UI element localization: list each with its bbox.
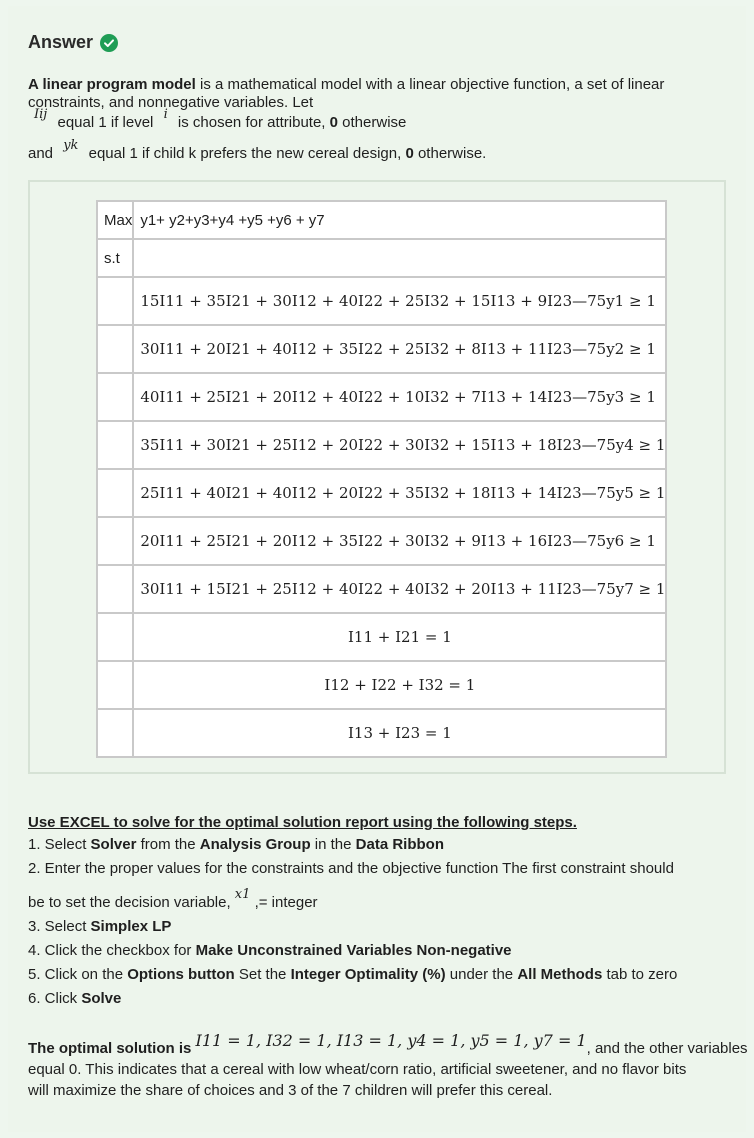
step-6 <box>28 990 121 1007</box>
row-label-cell <box>97 277 133 325</box>
step-4-text-b: Make Unconstrained Variables Non-negative <box>195 942 512 959</box>
step-1-text-a: 1. Select <box>28 836 91 853</box>
st-label: s.t <box>97 239 133 277</box>
constraint-2: 30I11 + 20I21 + 40I12 + 35I22 + 25I32 + 8I13 + 11I23—75y2 ≥ 1 <box>133 325 666 373</box>
step-2-line-2 <box>28 887 318 911</box>
row-label-cell <box>97 565 133 613</box>
row-label-cell <box>97 421 133 469</box>
row-label-cell <box>97 373 133 421</box>
var-x1: x1 <box>234 887 251 902</box>
step-4 <box>28 942 512 959</box>
check-circle-icon <box>100 34 118 52</box>
answer-title: Answer <box>28 32 94 52</box>
step-1-text-f: Data Ribbon <box>355 836 444 853</box>
max-label: Max <box>97 201 133 239</box>
constraint-5: 25I11 + 40I21 + 40I12 + 20I22 + 35I32 + 18I13 + 14I23—75y5 ≥ 1 <box>133 469 666 517</box>
constraint-4: 35I11 + 30I21 + 25I12 + 20I22 + 30I32 + 15I13 + 18I23—75y4 ≥ 1 <box>133 421 666 469</box>
intro-text-1: is a mathematical model with a linear objective function, a set of linear constraints, and nonnegative variables. Let <box>28 76 665 111</box>
var-i: i <box>163 107 168 122</box>
table-row <box>97 613 666 661</box>
intro-line-3 <box>28 136 728 173</box>
conclusion-line-2: equal 0. This indicates that a cereal with low wheat/corn ratio, artificial sweetener, and no flavor bits <box>28 1061 687 1078</box>
step-5-text-d: Integer Optimality (%) <box>290 966 446 983</box>
conclusion-text-1: , and the other variables <box>586 1040 748 1057</box>
table-row-objective <box>97 201 666 239</box>
table-row <box>97 661 666 709</box>
table-row <box>97 373 666 421</box>
table-row-st <box>97 239 666 277</box>
step-5-text-e: under the <box>445 966 518 983</box>
optimal-solution-formula: I11 = 1, I32 = 1, I13 = 1, y4 = 1, y5 = 1, y7 = 1 <box>195 1031 587 1050</box>
step-1-text-b: Solver <box>90 836 137 853</box>
intro-zero-2: 0 <box>405 145 414 162</box>
step-3-text-b: Simplex LP <box>90 918 172 935</box>
step-2-line-1: 2. Enter the proper values for the constraints and the objective function The first constraint should <box>28 860 674 877</box>
row-label-cell <box>97 709 133 757</box>
st-empty-cell <box>133 239 666 277</box>
conclusion-line-3: will maximize the share of choices and 3 of the 7 children will prefer this cereal. <box>28 1082 553 1099</box>
step-5-text-a: 5. Click on the <box>28 966 128 983</box>
constraint-1: 15I11 + 35I21 + 30I12 + 40I22 + 25I32 + 15I13 + 9I23—75y1 ≥ 1 <box>133 277 666 325</box>
table-row <box>97 325 666 373</box>
step-6-text-a: 6. Click <box>28 990 82 1007</box>
intro-text-2: equal 1 if level <box>53 114 158 131</box>
step-2-text-c: ,= integer <box>250 894 318 911</box>
intro-text-7: otherwise. <box>413 145 487 162</box>
intro-text-6: equal 1 if child k prefers the new cereal design, <box>84 145 406 162</box>
table-row <box>97 709 666 757</box>
table-row <box>97 277 666 325</box>
table-row <box>97 517 666 565</box>
step-4-text-a: 4. Click the checkbox for <box>28 942 196 959</box>
intro-text-5: and <box>28 145 58 162</box>
answer-card <box>8 6 746 1132</box>
row-label-cell <box>97 517 133 565</box>
step-1 <box>28 836 444 853</box>
row-label-cell <box>97 469 133 517</box>
step-5-text-b: Options button <box>127 966 235 983</box>
step-6-text-b: Solve <box>81 990 122 1007</box>
table-row <box>97 421 666 469</box>
row-label-cell <box>97 661 133 709</box>
conclusion <box>28 1031 748 1099</box>
intro-zero-1: 0 <box>329 114 338 131</box>
var-yk: yk <box>63 138 79 153</box>
equality-1: I11 + I21 = 1 <box>133 613 666 661</box>
row-label-cell <box>97 613 133 661</box>
step-2-text-b: be to set the decision variable, <box>28 894 235 911</box>
equality-3: I13 + I23 = 1 <box>133 709 666 757</box>
objective-cell: y1+ y2+y3+y4 +y5 +y6 + y7 <box>133 201 666 239</box>
var-iij: Iij <box>34 107 48 122</box>
step-1-text-d: Analysis Group <box>199 836 311 853</box>
row-label-cell <box>97 325 133 373</box>
answer-header <box>28 32 118 53</box>
step-5-text-c: Set the <box>234 966 291 983</box>
table-row <box>97 565 666 613</box>
constraint-3: 40I11 + 25I21 + 20I12 + 40I22 + 10I32 + 7I13 + 14I23—75y3 ≥ 1 <box>133 373 666 421</box>
step-5 <box>28 966 677 983</box>
conclusion-bold-lead: The optimal solution is <box>28 1040 196 1057</box>
constraint-6: 20I11 + 25I21 + 20I12 + 35I22 + 30I32 + 9I13 + 16I23—75y6 ≥ 1 <box>133 517 666 565</box>
constraint-7: 30I11 + 15I21 + 25I12 + 40I22 + 40I32 + 20I13 + 11I23—75y7 ≥ 1 <box>133 565 666 613</box>
intro-text-4: otherwise <box>338 114 407 131</box>
table-row <box>97 469 666 517</box>
equality-2: I12 + I22 + I32 = 1 <box>133 661 666 709</box>
step-3 <box>28 918 171 935</box>
intro-text-3: is chosen for attribute, <box>173 114 330 131</box>
step-1-text-e: in the <box>310 836 356 853</box>
model-table <box>96 200 667 758</box>
intro-bold-lead: A linear program model <box>28 76 196 93</box>
step-5-text-f: All Methods <box>517 966 603 983</box>
model-table-box <box>28 180 726 774</box>
step-1-text-c: from the <box>136 836 200 853</box>
step-5-text-g: tab to zero <box>602 966 678 983</box>
conclusion-line-1 <box>28 1031 748 1057</box>
step-3-text-a: 3. Select <box>28 918 91 935</box>
steps-heading: Use EXCEL to solve for the optimal solution report using the following steps. <box>28 814 577 831</box>
